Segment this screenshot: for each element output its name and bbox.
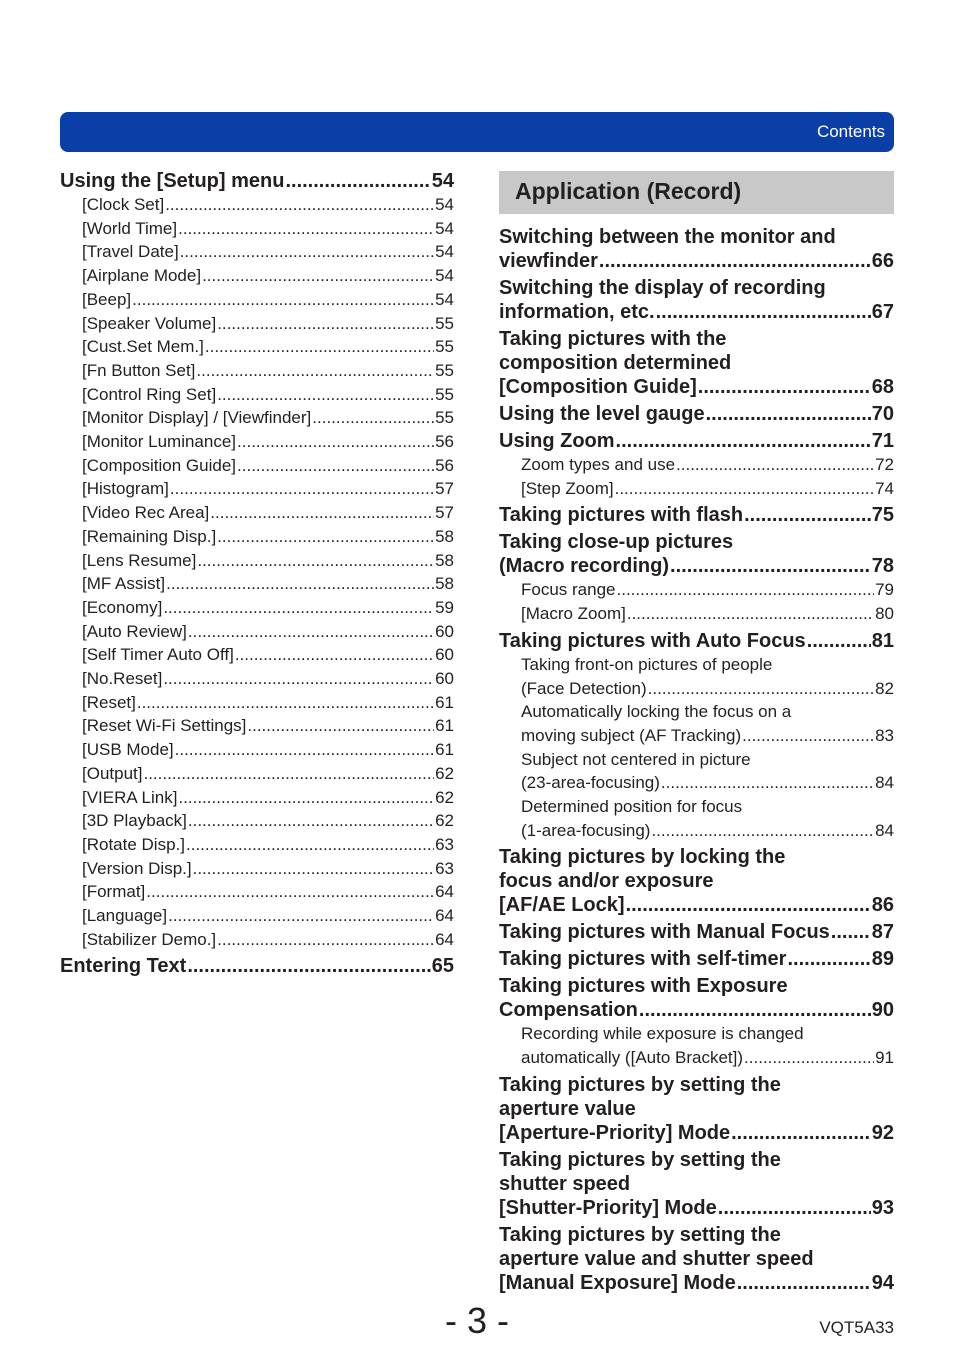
toc-page-number: 86 xyxy=(871,894,894,917)
dot-leader xyxy=(247,714,434,738)
dot-leader xyxy=(170,477,434,501)
toc-subentry-setup-item[interactable] xyxy=(60,620,454,644)
toc-subentry-auto-focus[interactable] xyxy=(499,795,894,842)
toc-page-number: 72 xyxy=(875,455,894,474)
toc-entry-title: [Self Timer Auto Off] xyxy=(82,645,234,665)
toc-page-number: 70 xyxy=(871,403,894,425)
toc-page-number: 59 xyxy=(435,597,454,617)
toc-page-number: 62 xyxy=(435,763,454,783)
toc-subentry-setup-item[interactable] xyxy=(60,809,454,833)
dot-leader xyxy=(787,947,870,971)
toc-page-number: 60 xyxy=(435,621,454,641)
toc-entry-title: [VIERA Link] xyxy=(82,787,178,807)
toc-subentry-setup-item[interactable] xyxy=(60,525,454,549)
toc-entry-line: Taking pictures by setting the xyxy=(499,1073,781,1096)
toc-subentry-setup-item[interactable] xyxy=(60,193,454,217)
dot-leader xyxy=(616,429,871,453)
dot-leader xyxy=(617,578,875,602)
toc-entry-setup-menu[interactable] xyxy=(60,169,454,193)
toc-entry-title: [Clock Set] xyxy=(82,195,165,214)
dot-leader xyxy=(831,920,871,944)
dot-leader xyxy=(737,1271,871,1295)
auto-focus-subentries xyxy=(499,653,894,843)
toc-page-number: 94 xyxy=(871,1271,894,1294)
right-toc-column xyxy=(499,171,894,1295)
toc-subentry-setup-item[interactable] xyxy=(60,928,454,952)
toc-entry-title: [Reset] xyxy=(82,692,136,712)
toc-entry-title: (Face Detection) xyxy=(521,678,647,698)
toc-entry-aperture-priority[interactable] xyxy=(499,1073,894,1145)
toc-entry-title: (23-area-focusing) xyxy=(521,773,660,793)
toc-entry-title: [Format] xyxy=(82,882,146,902)
dot-leader xyxy=(312,406,434,430)
dot-leader xyxy=(166,572,434,596)
toc-entry-title: [Language] xyxy=(82,906,168,926)
toc-page-number: 56 xyxy=(435,455,454,475)
toc-entry-monitor-viewfinder[interactable] xyxy=(499,225,894,273)
toc-page-number: 79 xyxy=(875,580,894,600)
toc-entry-title: [Auto Review] xyxy=(82,621,187,641)
dot-leader xyxy=(706,402,871,426)
toc-page-number: 55 xyxy=(435,313,454,333)
contents-link[interactable]: Contents xyxy=(816,122,885,141)
toc-page-number: 58 xyxy=(435,550,454,570)
page-number: - 3 - xyxy=(444,1300,509,1341)
dot-leader xyxy=(235,643,434,667)
toc-entry-line: Recording while exposure is changed xyxy=(521,1024,804,1044)
toc-entry-title: [Remaining Disp.] xyxy=(82,526,217,546)
toc-subentry-setup-item[interactable] xyxy=(60,596,454,620)
toc-entry-title: [Reset Wi-Fi Settings] xyxy=(82,716,247,736)
dot-leader xyxy=(175,738,434,762)
toc-entry-title: (Macro recording) xyxy=(499,555,670,578)
toc-subentry-setup-item[interactable] xyxy=(60,430,454,454)
toc-entry-title: Zoom types and use xyxy=(521,455,676,474)
toc-page-number: 84 xyxy=(875,820,894,840)
toc-page-number: 66 xyxy=(871,250,894,272)
toc-page-number: 92 xyxy=(871,1121,894,1144)
toc-entry-title: [Fn Button Set] xyxy=(82,360,196,380)
toc-page-number: 84 xyxy=(875,773,894,793)
toc-subentry-setup-item[interactable] xyxy=(60,833,454,857)
toc-page-number: 83 xyxy=(875,725,894,745)
toc-entry-title: [Histogram] xyxy=(82,479,169,499)
toc-subentry-setup-item[interactable] xyxy=(60,312,454,336)
dot-leader xyxy=(165,193,434,217)
toc-entry-line: aperture value xyxy=(499,1097,636,1120)
dot-leader xyxy=(163,596,434,620)
toc-subentry-setup-item[interactable] xyxy=(60,383,454,407)
dot-leader xyxy=(143,762,434,786)
dot-leader xyxy=(698,375,871,399)
toc-entry-title: Using Zoom xyxy=(499,430,615,452)
toc-entry-entering-text[interactable] xyxy=(60,954,454,978)
toc-entry-title: [Version Disp.] xyxy=(82,858,192,878)
toc-entry-level-gauge[interactable] xyxy=(499,402,894,426)
toc-subentry-auto-focus[interactable] xyxy=(499,653,894,700)
toc-subentry-setup-item[interactable] xyxy=(60,880,454,904)
toc-entry-title: [Airplane Mode] xyxy=(82,266,202,286)
dot-leader xyxy=(178,217,434,241)
dot-leader xyxy=(132,288,434,312)
toc-page-number: 54 xyxy=(435,218,454,238)
toc-entry-macro[interactable] xyxy=(499,530,894,578)
dot-leader xyxy=(197,549,434,573)
toc-entry-title: [MF Assist] xyxy=(82,574,166,594)
toc-subentry-setup-item[interactable] xyxy=(60,335,454,359)
toc-entry-line: shutter speed xyxy=(499,1172,631,1195)
dot-leader xyxy=(627,602,874,626)
toc-page-number: 58 xyxy=(435,526,454,546)
dot-leader xyxy=(193,857,434,881)
toc-entry-title: [Stabilizer Demo.] xyxy=(82,929,217,949)
dot-leader xyxy=(656,300,871,324)
toc-entry-title: Taking pictures with Auto Focus xyxy=(499,629,806,652)
dot-leader xyxy=(285,169,430,193)
toc-entry-line: Taking pictures by setting the xyxy=(499,1148,781,1171)
toc-entry-line: Taking pictures by locking the xyxy=(499,846,786,869)
toc-entry-self-timer[interactable] xyxy=(499,947,894,971)
toc-page-number: 93 xyxy=(871,1196,894,1219)
document-code: VQT5A33 xyxy=(819,1318,894,1337)
toc-page-number: 68 xyxy=(871,376,894,398)
toc-entry-manual-focus[interactable] xyxy=(499,920,894,944)
toc-page-number: 57 xyxy=(435,479,454,499)
toc-entry-exposure-compensation[interactable] xyxy=(499,974,894,1022)
toc-entry-title: [Travel Date] xyxy=(82,242,179,262)
toc-entry-title: [Speaker Volume] xyxy=(82,313,217,333)
toc-entry-line: Taking pictures with the xyxy=(499,328,727,350)
toc-entry-using-zoom[interactable] xyxy=(499,429,894,453)
dot-leader xyxy=(237,430,434,454)
toc-page-number: 63 xyxy=(435,834,454,854)
dot-leader xyxy=(202,264,434,288)
toc-entry-title: [Beep] xyxy=(82,289,132,309)
toc-page-number: 61 xyxy=(435,716,454,736)
toc-page-number: 74 xyxy=(875,478,894,498)
toc-subentry-setup-item[interactable] xyxy=(60,217,454,241)
toc-page-number: 55 xyxy=(435,337,454,357)
toc-entry-title: [USB Mode] xyxy=(82,740,174,760)
toc-entry-line: Taking pictures by setting the xyxy=(499,1223,781,1246)
toc-entry-line: Switching the display of recording xyxy=(499,277,826,299)
toc-entry-title: [Manual Exposure] Mode xyxy=(499,1271,736,1294)
toc-entry-title: automatically ([Auto Bracket]) xyxy=(521,1048,744,1068)
toc-subentry-auto-focus[interactable] xyxy=(499,748,894,795)
toc-subentry-setup-item[interactable] xyxy=(60,359,454,383)
toc-entry-title: Entering Text xyxy=(60,954,187,977)
dot-leader xyxy=(168,904,434,928)
toc-page-number: 54 xyxy=(435,266,454,286)
toc-page-number: 63 xyxy=(435,858,454,878)
toc-entry-title: Using the level gauge xyxy=(499,403,705,425)
toc-entry-line: Switching between the monitor and xyxy=(499,226,836,248)
toc-page-number: 60 xyxy=(435,645,454,665)
toc-entry-title: [Composition Guide] xyxy=(82,455,237,475)
toc-page-number: 56 xyxy=(435,432,454,452)
dot-leader xyxy=(163,667,434,691)
toc-page-number: 65 xyxy=(431,954,454,977)
dot-leader xyxy=(186,833,434,857)
toc-entry-title: [Control Ring Set] xyxy=(82,384,217,404)
dot-leader xyxy=(744,1046,874,1070)
toc-subentry-setup-item[interactable] xyxy=(60,738,454,762)
toc-entry-title: [World Time] xyxy=(82,218,178,238)
toc-subentry-setup-item[interactable] xyxy=(60,904,454,928)
dot-leader xyxy=(188,620,434,644)
toc-entry-title: [Aperture-Priority] Mode xyxy=(499,1121,731,1144)
toc-subentry-setup-item[interactable] xyxy=(60,786,454,810)
toc-page-number: 81 xyxy=(871,629,894,652)
toc-page-number: 75 xyxy=(871,504,894,527)
dot-leader xyxy=(210,501,434,525)
toc-subentry-auto-focus[interactable] xyxy=(499,700,894,747)
header-bar xyxy=(60,112,894,152)
toc-entry-flash[interactable] xyxy=(499,503,894,527)
dot-leader xyxy=(718,1196,871,1220)
left-toc-column xyxy=(60,169,454,978)
toc-page-number: 64 xyxy=(435,906,454,926)
dot-leader xyxy=(217,383,434,407)
toc-page-number: 55 xyxy=(435,360,454,380)
toc-subentry-setup-item[interactable] xyxy=(60,714,454,738)
toc-subentry-setup-item[interactable] xyxy=(60,477,454,501)
dot-leader xyxy=(146,880,434,904)
toc-subentry-setup-item[interactable] xyxy=(60,643,454,667)
toc-entry-title: [Monitor Luminance] xyxy=(82,432,237,452)
toc-entry-title: Taking pictures with Manual Focus xyxy=(499,921,830,944)
toc-page-number: 54 xyxy=(435,195,454,214)
toc-entry-title: [Economy] xyxy=(82,597,163,617)
toc-subentry-setup-item[interactable] xyxy=(60,762,454,786)
section-heading-application-record: Application (Record) xyxy=(499,171,894,214)
toc-entry-title: [Lens Resume] xyxy=(82,550,197,570)
toc-page-number: 67 xyxy=(871,301,894,323)
setup-items-list xyxy=(60,193,454,952)
dot-leader xyxy=(626,893,871,917)
toc-page-number: 54 xyxy=(431,170,454,192)
dot-leader xyxy=(676,453,874,477)
toc-entry-title: [Cust.Set Mem.] xyxy=(82,337,204,357)
toc-page-number: 62 xyxy=(435,811,454,831)
dot-leader xyxy=(196,359,434,383)
toc-entry-title: [Macro Zoom] xyxy=(521,604,626,624)
toc-page-number: 58 xyxy=(435,574,454,594)
toc-page-number: 64 xyxy=(435,882,454,902)
toc-entry-title: [Output] xyxy=(82,763,143,783)
dot-leader xyxy=(217,525,434,549)
toc-page-number: 54 xyxy=(435,242,454,262)
dot-leader xyxy=(744,503,871,527)
toc-entry-title: moving subject (AF Tracking) xyxy=(521,725,742,745)
dot-leader xyxy=(651,819,874,843)
dot-leader xyxy=(599,249,871,273)
toc-entry-title: (1-area-focusing) xyxy=(521,820,651,840)
toc-page-number: 55 xyxy=(435,408,454,428)
dot-leader xyxy=(731,1121,871,1145)
toc-entry-manual-exposure[interactable] xyxy=(499,1223,894,1295)
toc-subentry-zoom[interactable] xyxy=(499,453,894,477)
toc-page-number: 60 xyxy=(435,669,454,689)
dot-leader xyxy=(205,335,434,359)
toc-page-number: 71 xyxy=(871,430,894,452)
toc-subentry-auto-bracket[interactable] xyxy=(499,1022,894,1069)
toc-subentry-setup-item[interactable] xyxy=(60,406,454,430)
toc-entry-title: [Shutter-Priority] Mode xyxy=(499,1196,717,1219)
toc-entry-title: [No.Reset] xyxy=(82,669,163,689)
dot-leader xyxy=(187,954,430,978)
toc-entry-line: aperture value and shutter speed xyxy=(499,1247,814,1270)
toc-page-number: 54 xyxy=(435,289,454,309)
toc-entry-composition-guide[interactable] xyxy=(499,327,894,399)
dot-leader xyxy=(807,629,871,653)
toc-entry-title: [AF/AE Lock] xyxy=(499,894,625,917)
toc-page-number: 87 xyxy=(871,921,894,944)
toc-page-number: 61 xyxy=(435,740,454,760)
toc-subentry-setup-item[interactable] xyxy=(60,501,454,525)
dot-leader xyxy=(648,677,874,701)
toc-entry-title: [Video Rec Area] xyxy=(82,503,210,523)
toc-subentry-setup-item[interactable] xyxy=(60,240,454,264)
toc-entry-auto-focus[interactable] xyxy=(499,629,894,653)
dot-leader xyxy=(639,998,871,1022)
toc-entry-af-ae-lock[interactable] xyxy=(499,845,894,917)
toc-subentry-macro[interactable] xyxy=(499,602,894,626)
toc-page-number: 55 xyxy=(435,384,454,404)
toc-subentry-macro[interactable] xyxy=(499,578,894,602)
toc-subentry-setup-item[interactable] xyxy=(60,667,454,691)
toc-entry-title: [3D Playback] xyxy=(82,811,187,831)
toc-entry-title: Taking pictures with self-timer xyxy=(499,948,787,971)
toc-subentry-setup-item[interactable] xyxy=(60,572,454,596)
toc-entry-line: composition determined xyxy=(499,352,732,374)
toc-entry-title: Taking pictures with flash xyxy=(499,504,744,527)
macro-subentries xyxy=(499,578,894,625)
zoom-subentries xyxy=(499,453,894,500)
dot-leader xyxy=(237,454,434,478)
toc-entry-title: Focus range xyxy=(521,580,616,600)
toc-entry-title: information, etc. xyxy=(499,301,655,323)
toc-page-number: 61 xyxy=(435,692,454,712)
toc-entry-line: Taking close-up pictures xyxy=(499,531,734,554)
toc-entry-line: Taking front-on pictures of people xyxy=(521,654,773,674)
toc-entry-title: [Rotate Disp.] xyxy=(82,834,185,854)
toc-entry-shutter-priority[interactable] xyxy=(499,1148,894,1220)
toc-entry-title: viewfinder xyxy=(499,250,598,272)
toc-entry-title: Compensation xyxy=(499,999,638,1022)
toc-entry-line: Automatically locking the focus on a xyxy=(521,702,792,722)
dot-leader xyxy=(661,771,874,795)
dot-leader xyxy=(217,312,434,336)
toc-entry-line: Determined position for focus xyxy=(521,797,743,817)
toc-page-number: 80 xyxy=(875,604,894,624)
toc-entry-display-info[interactable] xyxy=(499,276,894,324)
toc-subentry-setup-item[interactable] xyxy=(60,454,454,478)
toc-entry-line: focus and/or exposure xyxy=(499,870,714,893)
toc-entry-title: Using the [Setup] menu xyxy=(60,170,285,192)
toc-subentry-setup-item[interactable] xyxy=(60,857,454,881)
dot-leader xyxy=(742,724,874,748)
dot-leader xyxy=(615,477,874,501)
toc-page-number: 62 xyxy=(435,787,454,807)
toc-page-number: 90 xyxy=(871,999,894,1022)
dot-leader xyxy=(670,554,871,578)
dot-leader xyxy=(178,786,434,810)
dot-leader xyxy=(180,240,434,264)
toc-page-number: 89 xyxy=(871,948,894,971)
toc-entry-title: [Step Zoom] xyxy=(521,478,614,498)
dot-leader xyxy=(217,928,434,952)
toc-subentry-zoom[interactable] xyxy=(499,477,894,501)
toc-subentry-setup-item[interactable] xyxy=(60,288,454,312)
toc-subentry-setup-item[interactable] xyxy=(60,264,454,288)
toc-subentry-setup-item[interactable] xyxy=(60,549,454,573)
toc-page-number: 57 xyxy=(435,503,454,523)
toc-entry-title: [Monitor Display] / [Viewfinder] xyxy=(82,408,312,428)
dot-leader xyxy=(137,691,434,715)
toc-page-number: 78 xyxy=(871,555,894,578)
toc-page-number: 82 xyxy=(875,678,894,698)
toc-page-number: 91 xyxy=(875,1048,894,1068)
dot-leader xyxy=(188,809,434,833)
toc-subentry-setup-item[interactable] xyxy=(60,691,454,715)
toc-page-number: 64 xyxy=(435,929,454,949)
toc-entry-line: Taking pictures with Exposure xyxy=(499,975,788,998)
toc-entry-title: [Composition Guide] xyxy=(499,376,697,398)
toc-entry-line: Subject not centered in picture xyxy=(521,749,751,769)
